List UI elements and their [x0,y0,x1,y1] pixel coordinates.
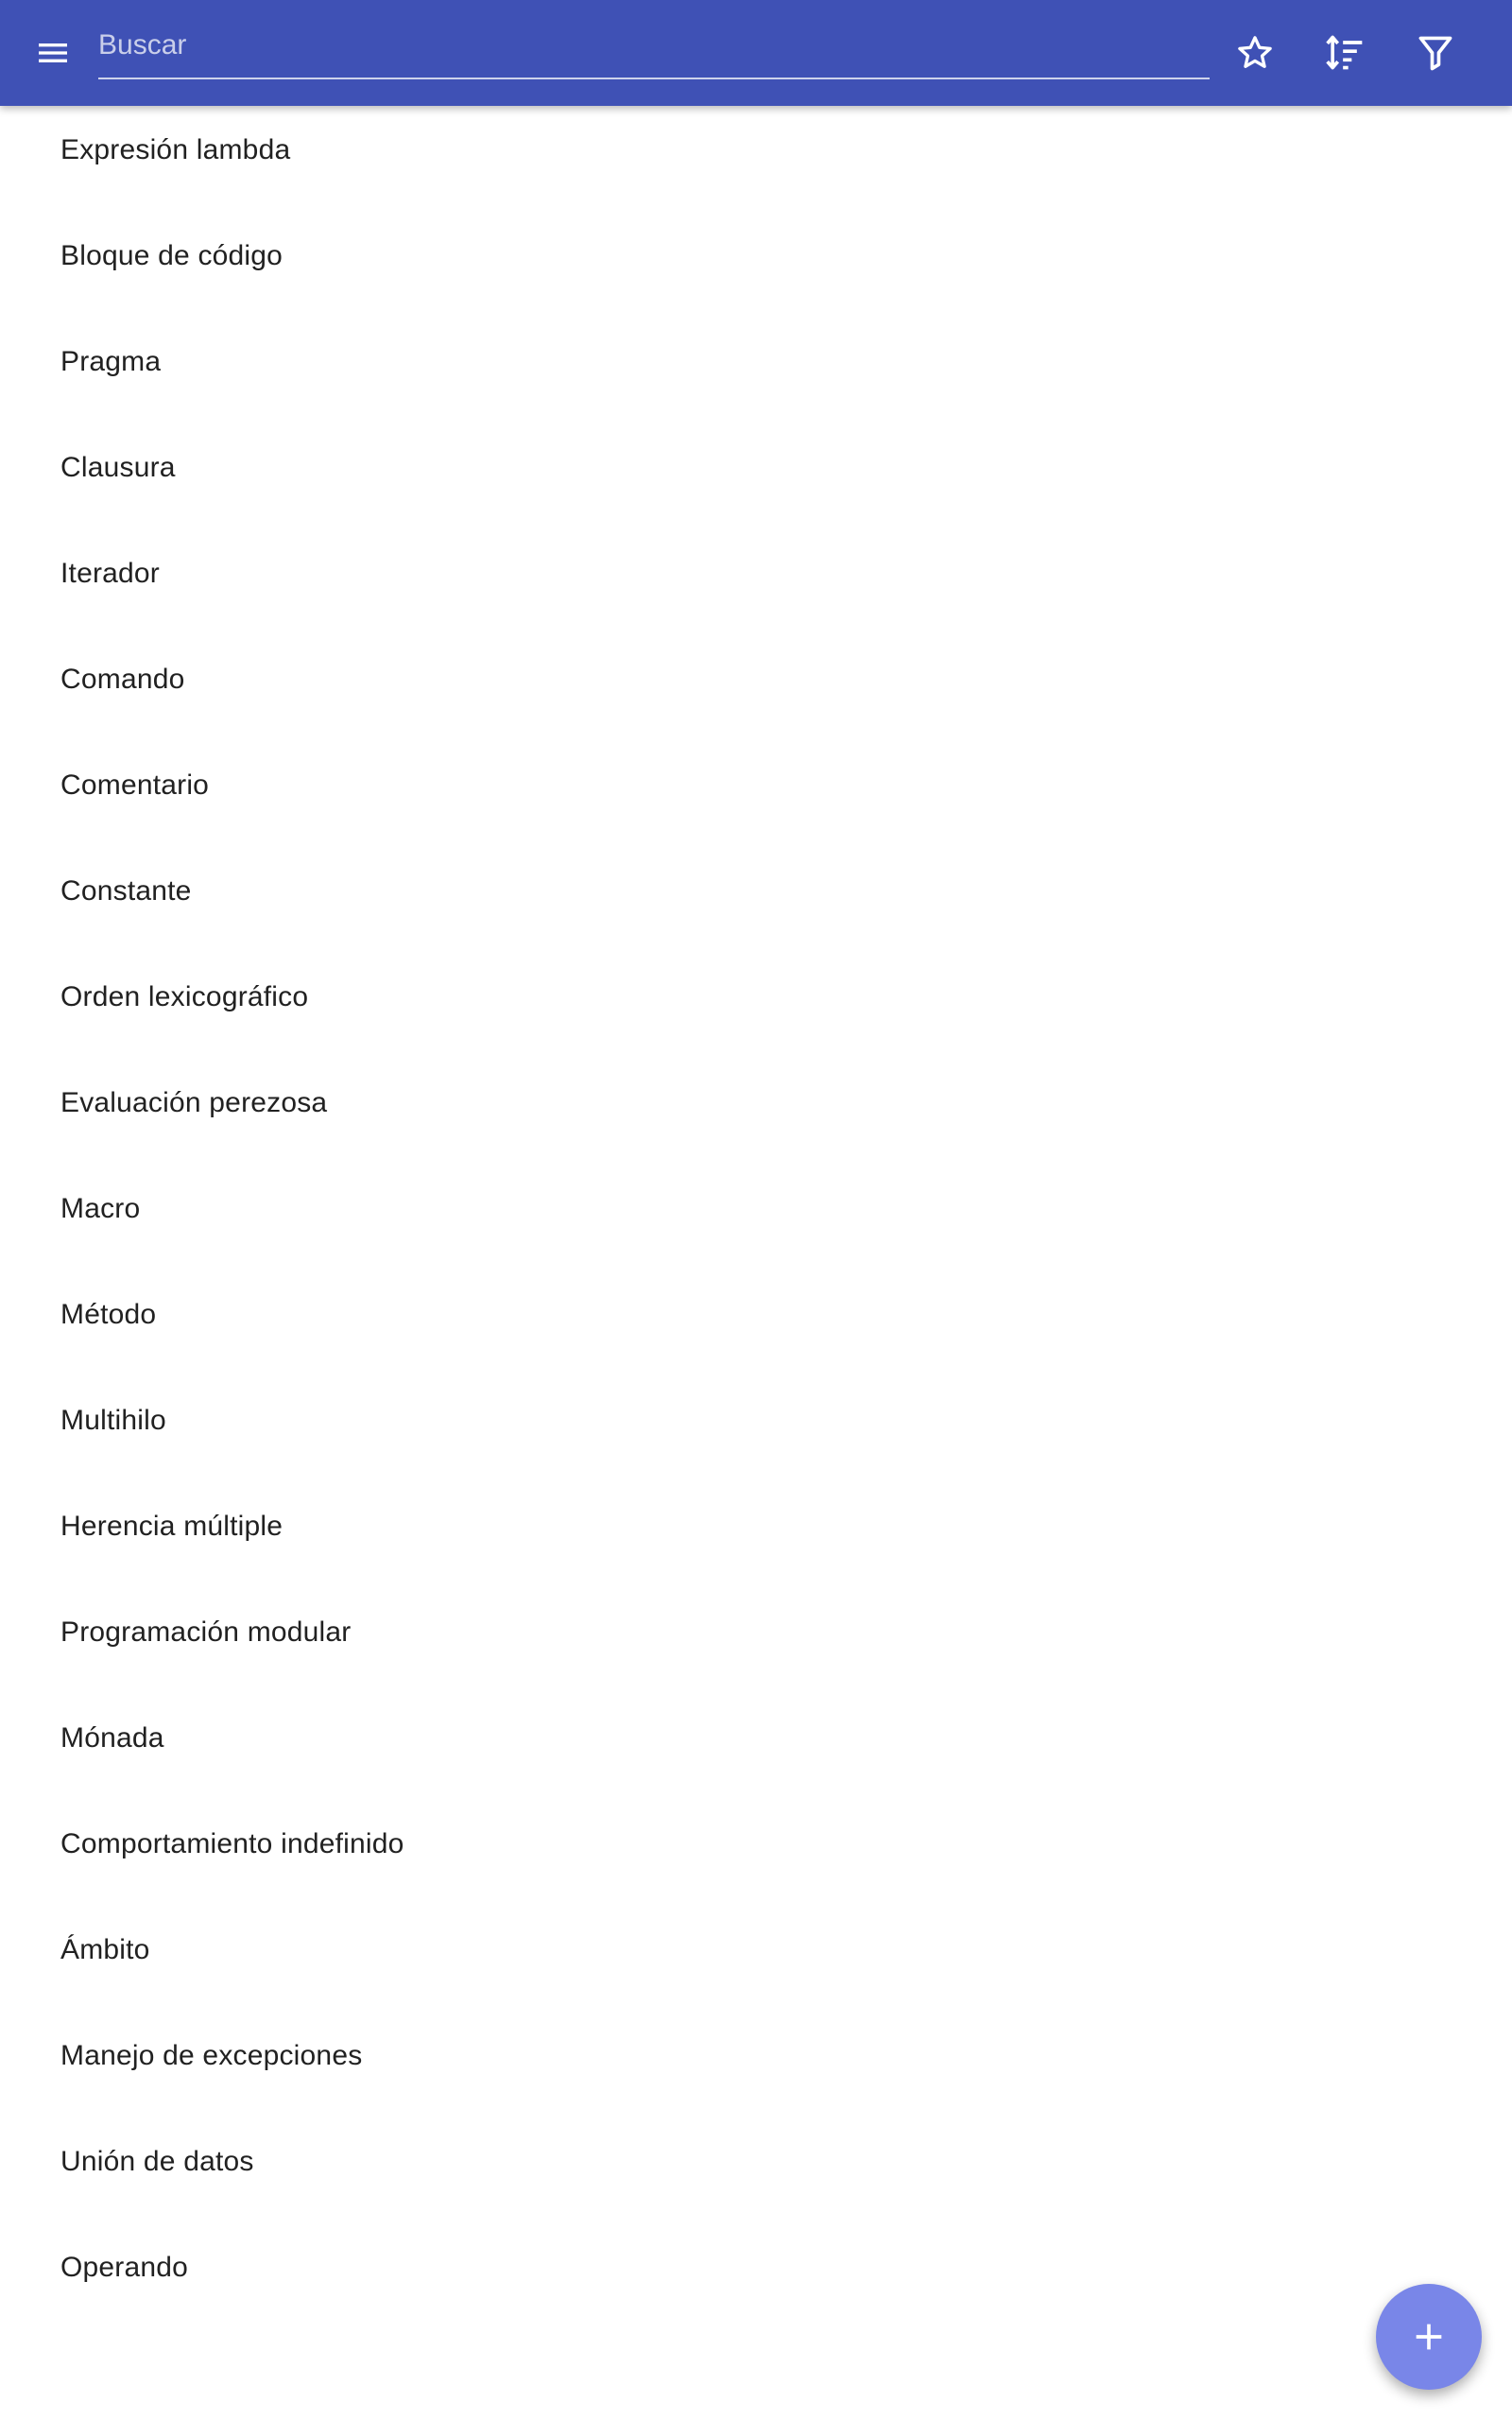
list-item-label: Constante [60,875,192,907]
list-item[interactable] [0,627,1512,733]
list-item[interactable] [0,203,1512,309]
list-item[interactable] [0,2109,1512,2215]
list-item-label: Macro [60,1193,141,1224]
list-item[interactable] [0,1685,1512,1791]
sort-icon [1324,32,1366,74]
list-item-label: Expresión lambda [60,134,291,165]
list-item[interactable] [0,944,1512,1050]
list-item-label: Pragma [60,346,162,377]
list-item-label: Iterador [60,558,160,589]
list-item-label: Método [60,1299,157,1330]
list-item[interactable] [0,1050,1512,1156]
list-item-label: Herencia múltiple [60,1511,284,1542]
list-item[interactable] [0,1897,1512,2003]
add-icon [1410,2318,1448,2356]
list-item-label: Mónada [60,1722,164,1754]
list-item-label: Evaluación perezosa [60,1087,328,1118]
term-list [0,97,1512,2321]
add-button[interactable] [1376,2284,1482,2390]
favorites-button[interactable] [1217,15,1293,91]
list-item-label: Manejo de excepciones [60,2040,363,2071]
list-item-label: Clausura [60,452,176,483]
menu-icon [34,34,72,72]
list-item[interactable] [0,1791,1512,1897]
list-item[interactable] [0,838,1512,944]
filter-icon [1415,32,1456,74]
list-item-label: Orden lexicográfico [60,981,309,1012]
list-item[interactable] [0,521,1512,627]
list-item[interactable] [0,1368,1512,1474]
list-item[interactable] [0,415,1512,521]
list-item[interactable] [0,97,1512,203]
list-item[interactable] [0,1156,1512,1262]
list-item[interactable] [0,733,1512,838]
list-item[interactable] [0,1580,1512,1685]
list-item-label: Unión de datos [60,2146,254,2177]
list-item-label: Comportamiento indefinido [60,1828,404,1859]
list-item[interactable] [0,1262,1512,1368]
list-item[interactable] [0,2003,1512,2109]
list-item-label: Comando [60,664,185,695]
app-bar [0,0,1512,106]
sort-button[interactable] [1307,15,1383,91]
list-item-label: Ámbito [60,1934,150,1965]
list-item[interactable] [0,309,1512,415]
list-item-label: Operando [60,2252,189,2283]
list-item-label: Multihilo [60,1405,166,1436]
search-field [98,19,1210,79]
star-outline-icon [1234,32,1276,74]
list-item[interactable] [0,2215,1512,2321]
list-item-label: Programación modular [60,1616,352,1648]
list-item-label: Bloque de código [60,240,284,271]
filter-button[interactable] [1398,15,1473,91]
search-input[interactable] [98,19,1210,72]
list-item[interactable] [0,1474,1512,1580]
menu-button[interactable] [15,15,91,91]
list-item-label: Comentario [60,769,210,801]
